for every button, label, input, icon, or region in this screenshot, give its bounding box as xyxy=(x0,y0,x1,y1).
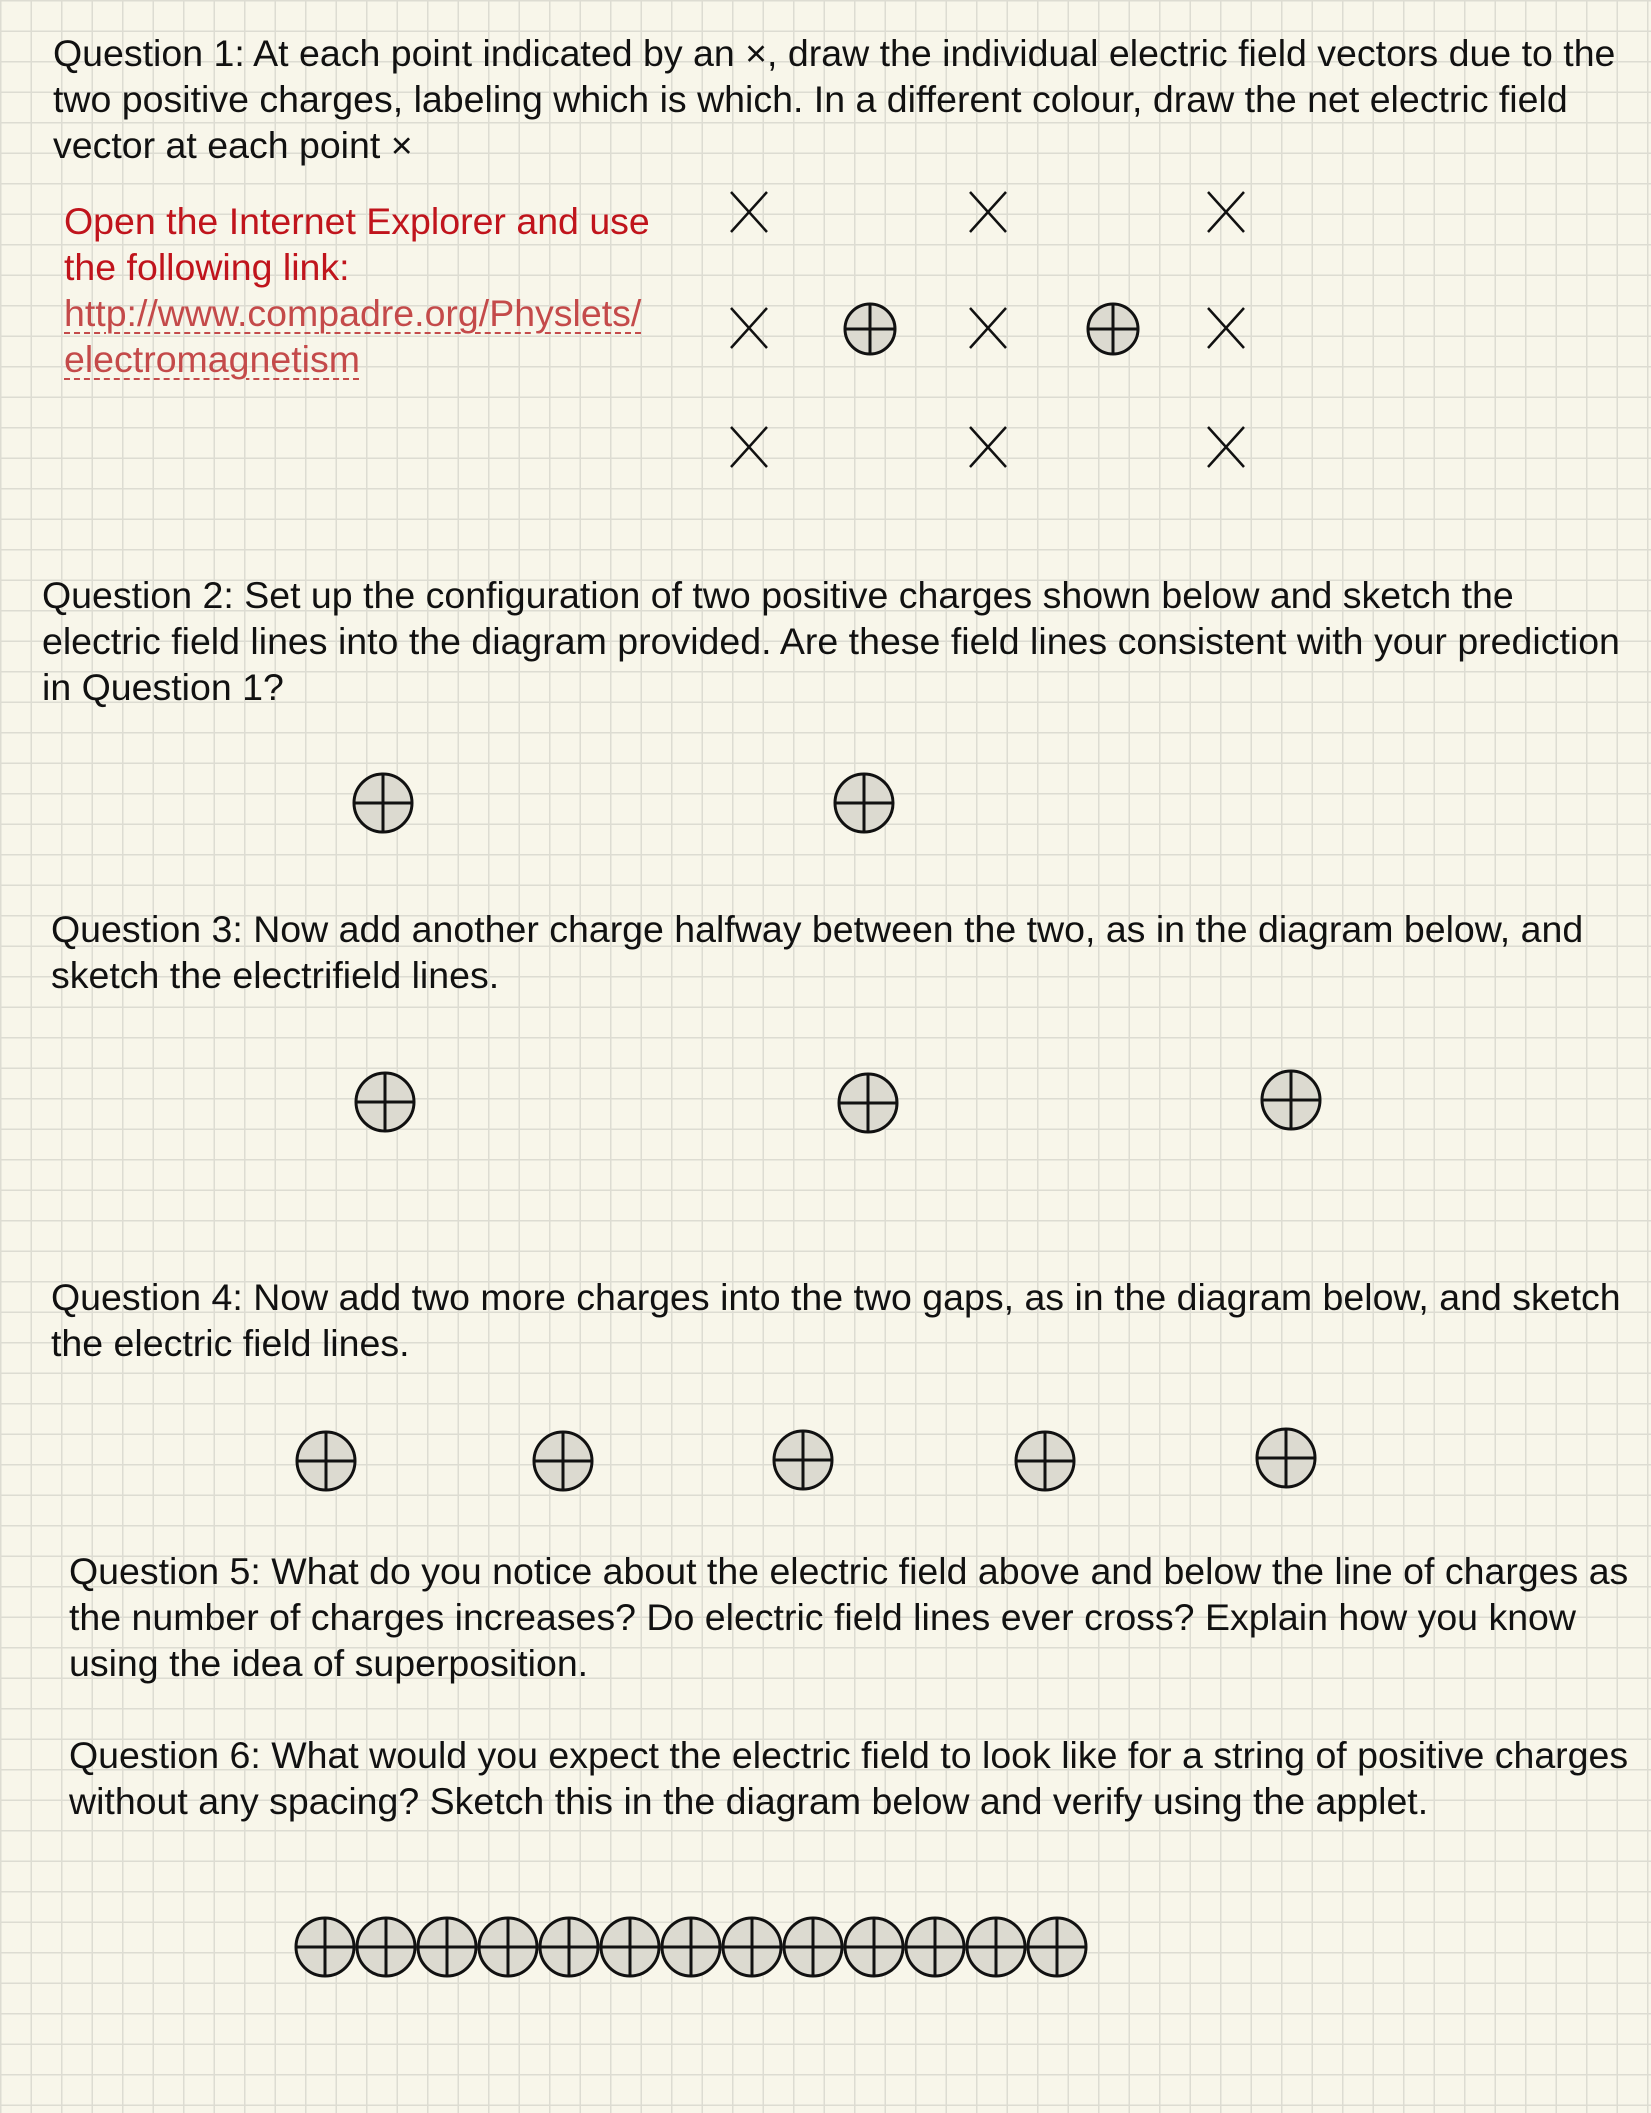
x-mark-icon xyxy=(1206,190,1246,234)
positive-charge-icon xyxy=(836,1071,900,1135)
positive-charge-icon xyxy=(531,1429,595,1493)
applet-note xyxy=(64,198,704,382)
x-mark-icon xyxy=(968,425,1008,469)
question-3-text: Question 3: Now add another charge halfway between the two, as in the diagram below, and sketch the electrifield lines. xyxy=(51,908,1584,996)
x-mark-icon xyxy=(1206,306,1246,350)
positive-charge-icon xyxy=(293,1915,357,1979)
positive-charge-icon xyxy=(964,1915,1028,1979)
positive-charge-icon xyxy=(842,301,898,357)
positive-charge-icon xyxy=(842,1915,906,1979)
positive-charge-icon xyxy=(415,1915,479,1979)
positive-charge-icon xyxy=(1013,1429,1077,1493)
positive-charge-icon xyxy=(832,771,896,835)
applet-note-text: Open the Internet Explorer and use the following link: xyxy=(64,200,650,288)
positive-charge-icon xyxy=(1254,1426,1318,1490)
positive-charge-icon xyxy=(294,1429,358,1493)
positive-charge-icon xyxy=(781,1915,845,1979)
positive-charge-icon xyxy=(771,1428,835,1492)
question-1-text: Question 1: At each point indicated by an ×, draw the individual electric field vectors due to the two positive charges, labeling which is which. In a different colour, draw the net electric field vector at each point × xyxy=(53,32,1616,166)
x-mark-icon xyxy=(968,306,1008,350)
positive-charge-icon xyxy=(1259,1068,1323,1132)
question-2-text: Question 2: Set up the configuration of two positive charges shown below and sketch the electric field lines into the diagram provided. Are these field lines consistent with your prediction in Question 1? xyxy=(42,574,1620,708)
x-mark-icon xyxy=(1206,425,1246,469)
question-5-text: Question 5: What do you notice about the electric field above and below the line of charges as the number of charges increases? Do electric field lines ever cross? Explain how you know using the idea of superposition. xyxy=(69,1550,1629,1684)
positive-charge-icon xyxy=(354,1915,418,1979)
positive-charge-icon xyxy=(903,1915,967,1979)
positive-charge-icon xyxy=(1025,1915,1089,1979)
positive-charge-icon xyxy=(537,1915,601,1979)
positive-charge-icon xyxy=(598,1915,662,1979)
x-mark-icon xyxy=(968,190,1008,234)
positive-charge-icon xyxy=(720,1915,784,1979)
positive-charge-icon xyxy=(351,771,415,835)
applet-link[interactable]: http://www.compadre.org/Physlets/ electromagnetism xyxy=(64,292,642,380)
positive-charge-icon xyxy=(476,1915,540,1979)
positive-charge-icon xyxy=(659,1915,723,1979)
question-6-text: Question 6: What would you expect the electric field to look like for a string of positive charges without any spacing? Sketch this in the diagram below and verify using the applet. xyxy=(69,1734,1629,1822)
x-mark-icon xyxy=(729,425,769,469)
positive-charge-icon xyxy=(1085,301,1141,357)
x-mark-icon xyxy=(729,190,769,234)
positive-charge-icon xyxy=(353,1070,417,1134)
question-4-text: Question 4: Now add two more charges into the two gaps, as in the diagram below, and sketch the electric field lines. xyxy=(51,1276,1621,1364)
x-mark-icon xyxy=(729,306,769,350)
